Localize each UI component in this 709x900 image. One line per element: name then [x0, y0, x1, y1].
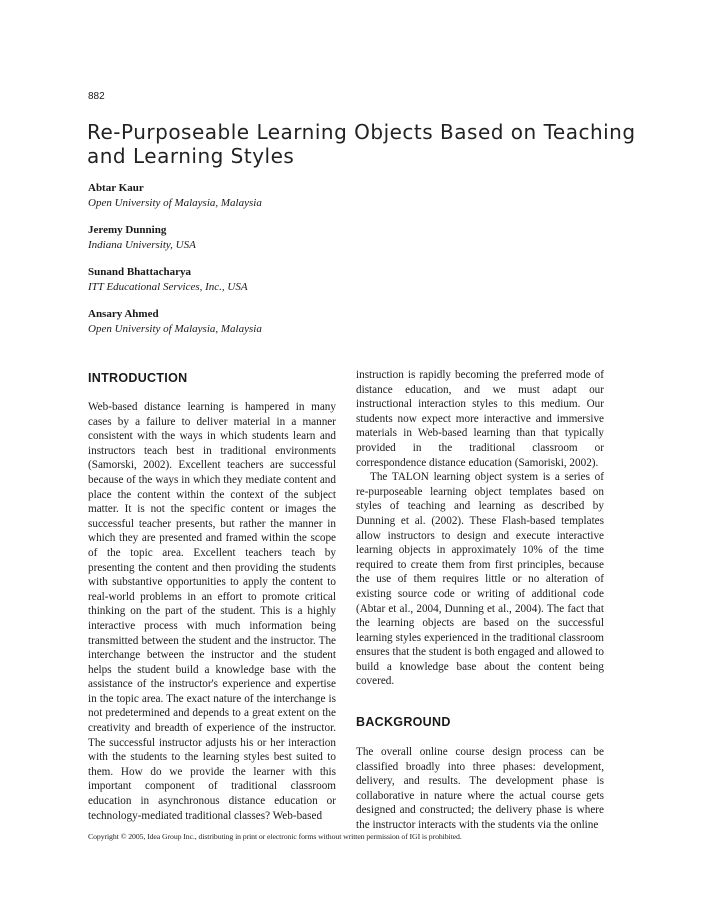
- right-column: [356, 368, 604, 833]
- introduction-paragraph-continued: instruction is rapidly becoming the preferred mode of distance education, and we must adapt our instructional interaction styles to this medium. Our students now expect more interactive and immersive materials in Web-based learning than that typically provided in the traditional classroom or correspondence distance education (Samoriski, 2002).: [356, 369, 604, 469]
- background-paragraph: The overall online course design process can be classified broadly into three phases: development, delivery, and results. The development phase is collaborative in nature where the actual course gets designed and constructed; the delivery phase is where the instructor interacts with the students via the online: [356, 746, 604, 832]
- copyright-notice: Copyright © 2005, Idea Group Inc., distributing in print or electronic forms without written permission of IGI is prohibited.: [88, 832, 462, 841]
- author-entry: [88, 265, 388, 307]
- author-entry: [88, 181, 388, 223]
- background-heading: BACKGROUND: [356, 715, 451, 730]
- author-name: Ansary Ahmed: [88, 308, 159, 320]
- introduction-paragraph: Web-based distance learning is hampered in many cases by a failure to deliver material in a manner consistent with the ways in which students learn and instructors teach best in traditional environments (Samorski, 2002). Excellent teachers are successful because of the ways in which they mediate content and place the content within the context of the subject matter. It is not the specific content or images the successful teacher presents, but rather the manner in which they are presented and framed within the scope of the topic area. Excellent teachers teach by presenting the content and then providing the students with substantive opportunities to apply the content to real-world problems in an effort to promote critical thinking on the part of the student. This is a highly interactive process with much information being transmitted between the student and the instructor. The interchange between the instructor and the student helps the student build a knowledge base with the assistance of the instructor's experience and expertise in the topic area. The exact nature of the interchange is not predetermined and depends to a great extent on the creativity and breadth of experience of the instructor. The successful instructor adjusts his or her interaction with the students to the learning styles best suited to them. How do we provide the learner with this important component of traditional classroom education in asynchronous distance education or technology-mediated traditional classes? Web-based: [88, 401, 336, 822]
- author-affiliation: ITT Educational Services, Inc., USA: [88, 281, 248, 293]
- author-name: Sunand Bhattacharya: [88, 266, 192, 278]
- author-entry: [88, 223, 388, 265]
- article-title: Re-Purposeable Learning Objects Based on Teaching and Learning Styles: [87, 120, 636, 168]
- introduction-paragraph: The TALON learning object system is a series of re-purposeable learning object templates based on styles of teaching and learning as described by Dunning et al. (2002). These Flash-based templates allow instructors to design and execute interactive learning objects in approximately 10% of the time required to create them from first principles, because the use of them requires little or no alteration of existing source code or writing of additional code (Abtar et al., 2004, Dunning et al., 2004). The fact that the learning objects are based on the successful learning styles experienced in the traditional classroom ensures that the student is both engaged and allowed to build a knowledge base about the content being covered.: [356, 471, 604, 688]
- author-affiliation: Open University of Malaysia, Malaysia: [88, 197, 262, 209]
- author-entry: [88, 307, 388, 349]
- page-number: 882: [88, 91, 105, 102]
- author-list: [88, 181, 388, 349]
- introduction-heading: INTRODUCTION: [88, 371, 188, 385]
- author-name: Jeremy Dunning: [88, 224, 167, 236]
- left-column: [88, 368, 336, 823]
- author-name: Abtar Kaur: [88, 182, 144, 194]
- author-affiliation: Open University of Malaysia, Malaysia: [88, 323, 262, 335]
- author-affiliation: Indiana University, USA: [88, 239, 196, 251]
